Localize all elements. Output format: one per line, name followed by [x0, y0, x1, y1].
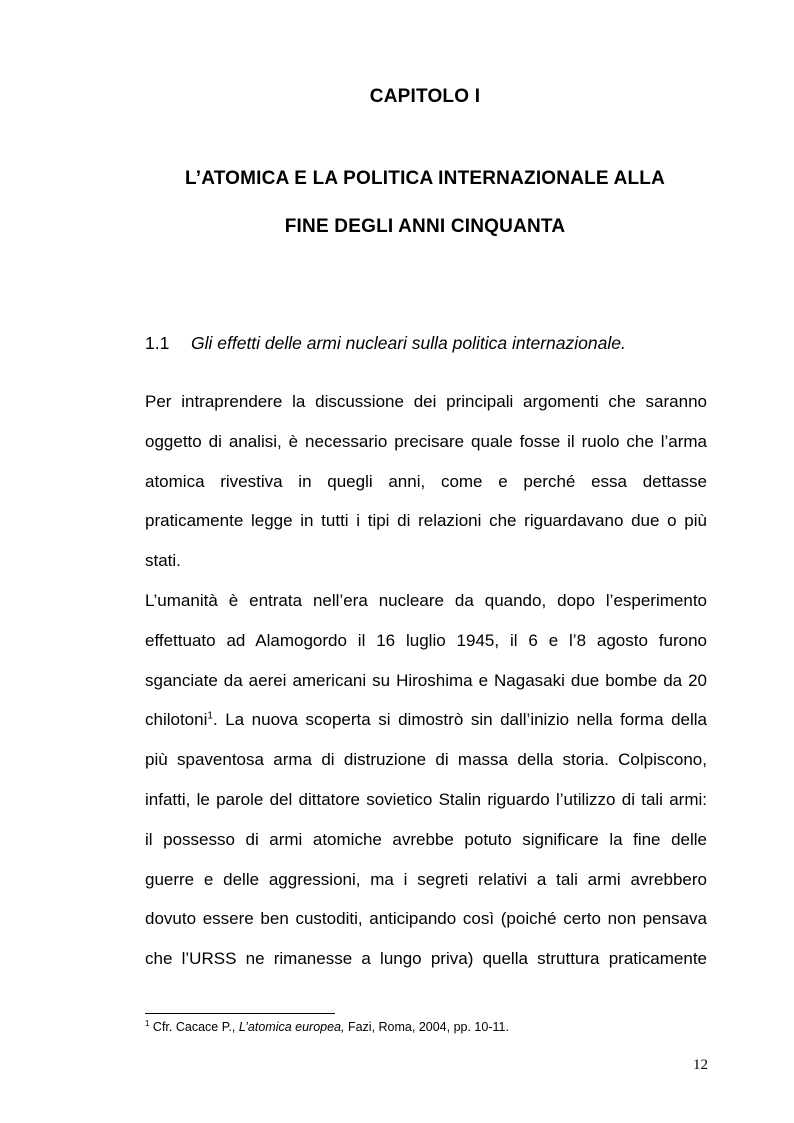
- footnote-marker: 1: [145, 1018, 150, 1028]
- body-line: il possesso di armi atomiche avrebbe potuto significare la fine delle: [145, 830, 707, 849]
- body-line: infatti, le parole del dittatore sovietico Stalin riguardo l’utilizzo di tali armi:: [145, 790, 707, 809]
- body-line: più spaventosa arma di distruzione di massa della storia. Colpiscono,: [145, 750, 707, 769]
- body-line: L’umanità è entrata nell’era nucleare da quando, dopo l’esperimento: [145, 591, 707, 610]
- body-line: stati.: [145, 551, 181, 570]
- footnote-suffix: Fazi, Roma, 2004, pp. 10-11.: [344, 1020, 509, 1034]
- page-number: 12: [693, 1057, 708, 1073]
- body-line: sganciate da aerei americani su Hiroshima e Nagasaki due bombe da 20: [145, 671, 707, 690]
- chapter-title-line-1: L’ATOMICA E LA POLITICA INTERNAZIONALE ALLA: [184, 168, 666, 189]
- body-line: atomica rivestiva in quegli anni, come e perché essa dettasse: [145, 472, 707, 491]
- body-line: dovuto essere ben custoditi, anticipando così (poiché certo non pensava: [145, 909, 707, 928]
- chapter-label: CAPITOLO I: [369, 86, 481, 107]
- chapter-title-line-2: FINE DEGLI ANNI CINQUANTA: [284, 216, 566, 237]
- section-number: 1.1: [145, 333, 170, 353]
- body-line: Per intraprendere la discussione dei principali argomenti che saranno: [145, 392, 707, 411]
- footnote-book-title: L’atomica europea,: [238, 1020, 345, 1034]
- body-text-segment: . La nuova scoperta si dimostrò sin dall’inizio nella forma della: [212, 710, 707, 729]
- section-heading: [145, 333, 626, 354]
- body-text-segment: chilotoni: [145, 710, 208, 729]
- body-line-with-footnote-ref: [145, 708, 707, 732]
- body-line: praticamente legge in tutti i tipi di relazioni che riguardavano due o più: [145, 511, 707, 530]
- section-title: Gli effetti delle armi nucleari sulla politica internazionale.: [191, 333, 626, 353]
- footnote-prefix: Cfr. Cacace P.,: [149, 1020, 239, 1034]
- footnote: [145, 1020, 509, 1034]
- footnote-reference[interactable]: 1: [207, 710, 213, 722]
- body-line: guerre e delle aggressioni, ma i segreti relativi a tali armi avrebbero: [145, 870, 707, 889]
- body-line: oggetto di analisi, è necessario precisare quale fosse il ruolo che l’arma: [145, 432, 707, 451]
- footnote-separator: [145, 1013, 335, 1014]
- body-line: effettuato ad Alamogordo il 16 luglio 1945, il 6 e l’8 agosto furono: [145, 631, 707, 650]
- body-line: che l’URSS ne rimanesse a lungo priva) quella struttura praticamente: [145, 949, 707, 968]
